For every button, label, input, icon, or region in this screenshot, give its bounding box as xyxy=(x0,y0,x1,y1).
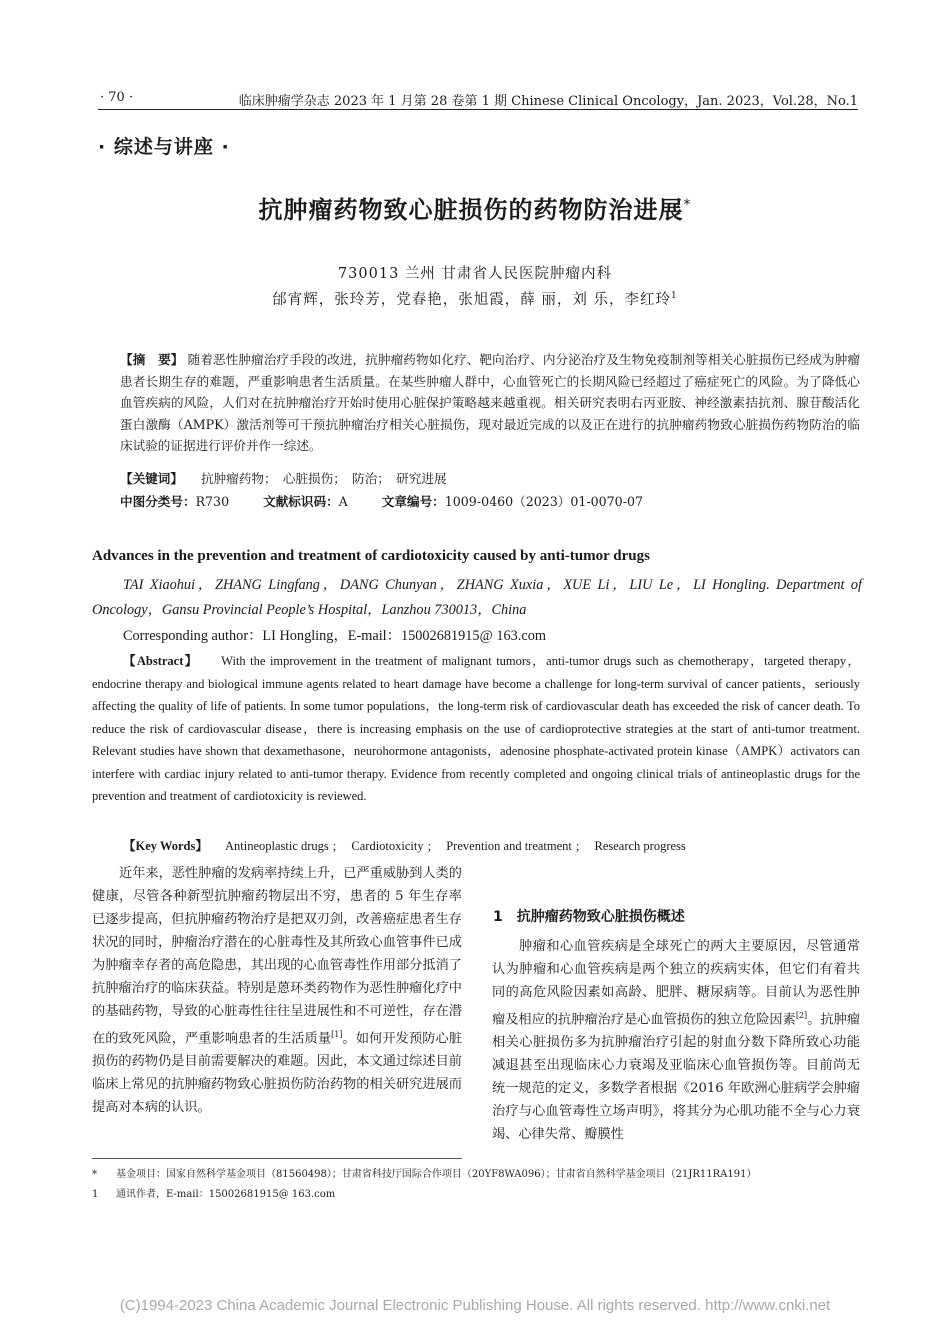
header-rule xyxy=(98,109,858,110)
footnote-corresponding xyxy=(92,1185,335,1200)
article-no-label: 文章编号： xyxy=(381,494,445,509)
author-list xyxy=(0,288,950,309)
footnote-mark: * xyxy=(92,1169,97,1180)
abstract-en xyxy=(92,650,860,808)
footnote-text: 通讯作者，E-mail：15002681915@ 163.com xyxy=(116,1189,336,1200)
abstract-cn xyxy=(120,349,860,457)
intro-text-b: 。如何开发预防心脏损伤的药物仍是目前需要解决的难题。因此，本文通过综述目前临床上常见的抗肿瘤药物致心脏损伤防治药物的相关研究进展而提高对本病的认识。 xyxy=(92,1031,463,1116)
copyright-watermark: (C)1994-2023 China Academic Journal Electronic Publishing House. All rights reserved. http://www.cnki.net xyxy=(119,1297,831,1314)
section-label: · 综述与讲座 · xyxy=(98,136,230,158)
intro-text-a: 近年来，恶性肿瘤的发病率持续上升，已严重威胁到人类的健康，尽管各种新型抗肿瘤药物层出不穷，患者的 5 年生存率已逐步提高，但抗肿瘤药物治疗是把双刃剑，改善癌症患者生存状况的同时，肿瘤治疗潜在的心脏毒性及其所致心血管事件已成为肿瘤幸存者的高危隐患，其出现的心血管毒性作用部分抵消了抗肿瘤治疗的临床获益。特别是蒽环类药物作为恶性肿瘤化疗中的基础药物，导致的心脏毒性往往呈进展性和不可逆性，存在潜在的致死风险，严重影响患者的生活质量 xyxy=(92,866,462,1047)
citation-ref: [1] xyxy=(331,1030,343,1039)
abstract-cn-text: 随着恶性肿瘤治疗手段的改进，抗肿瘤药物如化疗、靶向治疗、内分泌治疗及生物免疫制剂等相关心脏损伤已经成为肿瘤患者长期生存的难题，严重影响患者生活质量。在某些肿瘤人群中，心血管死亡的长期风险已经超过了癌症死亡的风险。为了降低心血管疾病的风险，人们对在抗肿瘤治疗开始时使用心脏保护策略越来越重视。相关研究表明右丙亚胺、神经激素拮抗剂、腺苷酸活化蛋白激酶（AMPK）激活剂等可干预抗肿瘤治疗相关心脏损伤，现对最近完成的以及正在进行的抗肿瘤药物致心脏损伤药物防治的临床试验的证据进行评价并作一综述。 xyxy=(120,352,861,454)
authors-text: 邰宵辉，张玲芳，党春艳，张旭霞，薛 丽，刘 乐，李红玲 xyxy=(272,292,671,308)
footnote-funding xyxy=(92,1165,756,1180)
doc-code-value: A xyxy=(338,494,348,509)
clc-value: R730 xyxy=(195,494,230,509)
corresponding-mark: 1 xyxy=(670,291,678,302)
body-right-column xyxy=(492,935,860,1146)
running-header xyxy=(98,90,858,110)
keywords-cn xyxy=(120,468,860,487)
keywords-cn-label: 【关键词】 xyxy=(120,471,183,486)
clc-label: 中图分类号： xyxy=(120,494,196,509)
journal-citation: 临床肿瘤学杂志 2023 年 1 月第 28 卷第 1 期 Chinese Clinical Oncology，Jan. 2023，Vol.28，No.1 xyxy=(238,94,858,109)
keyword-en: Research progress xyxy=(594,839,686,853)
article-title xyxy=(0,190,950,225)
body-left-column xyxy=(92,862,462,1119)
keywords-cn-text: 抗肿瘤药物； 心脏损伤； 防治； 研究进展 xyxy=(200,471,447,486)
page-number: · 70 · xyxy=(100,90,134,105)
abstract-cn-label: 【摘 要】 xyxy=(120,352,184,367)
title-footnote-mark: * xyxy=(683,197,692,213)
english-title: Advances in the prevention and treatment of cardiotoxicity caused by anti-tumor drugs xyxy=(92,548,650,564)
keyword-en: Antineoplastic drugs xyxy=(224,839,329,853)
section1-text-a: 肿瘤和心血管疾病是全球死亡的两大主要原因，尽管通常认为肿瘤和心血管疾病是两个独立的疾病实体，但它们有着共同的高危风险因素如高龄、肥胖、糖尿病等。目前认为恶性肿瘤及相应的抗肿瘤治疗是心血管损伤的独立危险因素 xyxy=(492,939,860,1028)
english-authors: TAI Xiaohui，ZHANG Lingfang，DANG Chunyan，ZHANG Xuxia，XUE Li，LIU Le，LI Hongling. Department of Oncology，Gansu Provincial People’s Hospital，Lanzhou 730013，China xyxy=(92,577,862,618)
abstract-en-text: With the improvement in the treatment of malignant tumors，anti-tumor drugs such as chemotherapy，targeted therapy，endocrine therapy and biological immune agents related to heart damage have become a challenge for long-term survival of cancer patients，seriously affecting the quality of life of patients. In some tumor populations，the long-term risk of cardiovascular death has exceeded the risk of cancer death. To reduce the risk of cardiovascular disease，there is increasing emphasis on the use of cardioprotective strategies at the start of anti-tumor treatment. Relevant studies have shown that dexamethasone，neurohormone antagonists，adenosine phosphate-activated protein kinase（AMPK）activators can interfere with cardiac injury related to anti-tumor therapy. Evidence from recently completed and ongoing clinical trials of antineoplastic drugs for the prevention and treatment of cardiotoxicity is reviewed. xyxy=(92,654,861,803)
footnote-mark: 1 xyxy=(92,1189,99,1200)
keyword-en: Prevention and treatment xyxy=(446,839,572,853)
classification-line xyxy=(120,491,860,510)
corresponding-author: Corresponding author：LI Hongling，E-mail：15002681915@ 163.com xyxy=(123,628,546,644)
doc-code-label: 文献标识码： xyxy=(263,494,339,509)
section1-text-b: 。抗肿瘤相关心脏损伤多为抗肿瘤治疗引起的射血分数下降所致心功能减退甚至出现临床心力衰竭及亚临床心血管损伤等。目前尚无统一规范的定义，多数学者根据《2016 年欧洲心脏病学会肿瘤治疗与心血管毒性立场声明》，将其分为心肌功能不全与心力衰竭、心律失常、瓣膜性 xyxy=(492,1012,861,1143)
citation-ref: [2] xyxy=(795,1011,808,1020)
article-no-value: 1009-0460（2023）01-0070-07 xyxy=(444,494,643,509)
keywords-en: 【Key Words】 Antineoplastic drugs ; Cardiotoxicity ; Prevention and treatment ; Research progress xyxy=(123,839,686,853)
title-text: 抗肿瘤药物致心脏损伤的药物防治进展 xyxy=(258,196,684,224)
abstract-en-label: 【Abstract】 xyxy=(123,654,199,668)
keywords-en-label: 【Key Words】 xyxy=(123,839,208,853)
section-1-heading: 1 抗肿瘤药物致心脏损伤概述 xyxy=(493,909,685,925)
footnote-text: 基金项目：国家自然科学基金项目（81560498）；甘肃省科技厅国际合作项目（20YF8WA096）；甘肃省自然科学基金项目（21JR11RA191） xyxy=(116,1169,757,1180)
keyword-en: Cardiotoxicity xyxy=(351,839,424,853)
footnote-rule xyxy=(92,1158,462,1159)
affiliation: 730013 兰州 甘肃省人民医院肿瘤内科 xyxy=(337,266,613,282)
